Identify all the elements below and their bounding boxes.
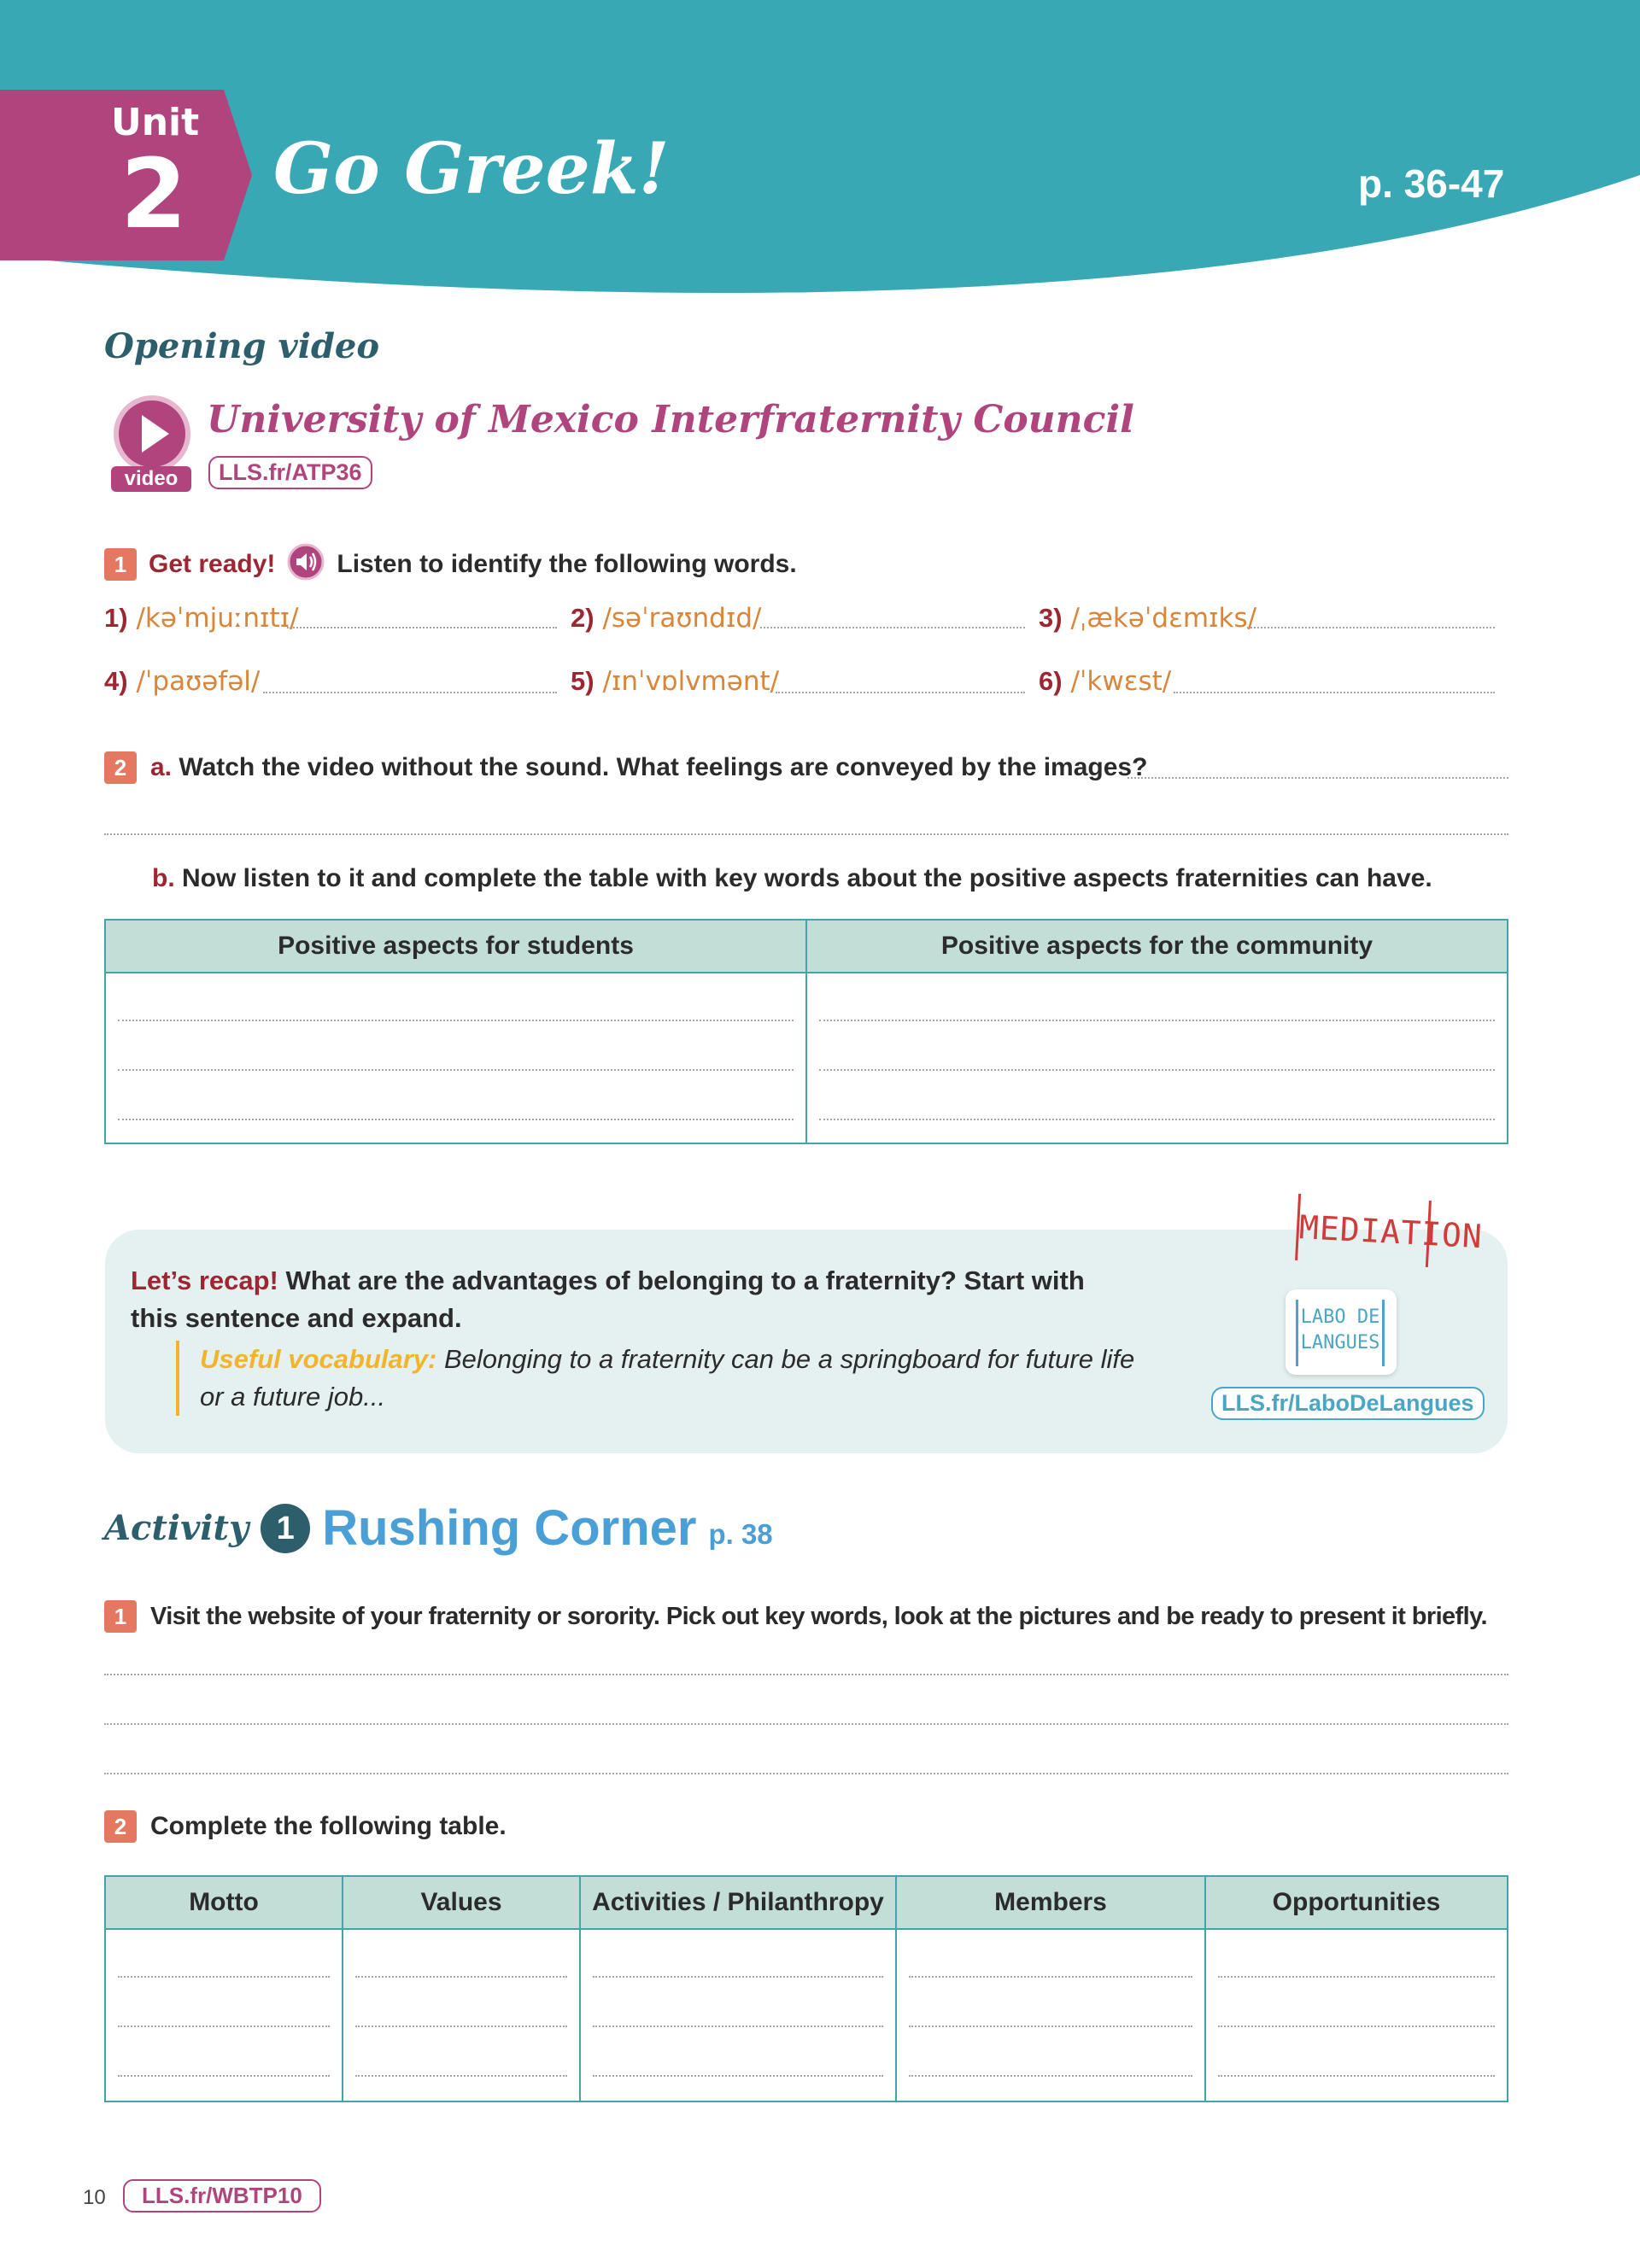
table-cell[interactable] (105, 973, 806, 1143)
word-item: 3) /ˌækəˈdɛmɪks/ (1039, 603, 1257, 634)
audio-icon[interactable] (287, 543, 325, 585)
answer-line[interactable] (760, 627, 1025, 628)
part-b-label: b. (152, 864, 175, 892)
answer-line[interactable] (104, 1674, 1508, 1675)
video-badge: video (111, 466, 191, 492)
labo-link[interactable]: LLS.fr/LaboDeLangues (1211, 1387, 1485, 1420)
table-cell[interactable] (580, 1929, 896, 2101)
opening-video-heading: Opening video (104, 326, 380, 366)
exercise-lead: Get ready! (149, 549, 276, 578)
table-cell[interactable] (105, 1929, 343, 2101)
answer-line[interactable] (104, 1773, 1508, 1774)
vocab-label: Useful vocabulary: (200, 1344, 437, 1374)
recap-question (131, 1262, 1139, 1337)
answer-line[interactable] (104, 1723, 1508, 1725)
table-cell[interactable] (896, 1929, 1205, 2101)
table-header: Members (896, 1876, 1205, 1929)
labo-de-langues-logo (1286, 1289, 1397, 1375)
part-b-text: Now listen to it and complete the table with key words about the positive aspects fraternities can have. (182, 864, 1432, 892)
word-item: 4) /ˈpaʊəfəl/ (104, 666, 261, 697)
fraternity-table (104, 1875, 1508, 2102)
unit-number: 2 (120, 139, 187, 250)
answer-line[interactable] (1247, 627, 1495, 628)
table-cell[interactable] (806, 973, 1508, 1143)
exercise-2-header (104, 751, 1147, 784)
table-header: Positive aspects for the community (806, 920, 1508, 973)
word-item: 1) /kəˈmjuːnɪtɪ/ (104, 603, 299, 634)
answer-line[interactable] (263, 692, 557, 693)
unit-label: Unit (111, 101, 200, 144)
answer-line[interactable] (776, 692, 1025, 693)
activity-question-2 (104, 1810, 507, 1843)
table-header: Activities / Philanthropy (580, 1876, 896, 1929)
page-title: Go Greek! (273, 128, 670, 210)
word-item: 2) /səˈraʊndɪd/ (571, 603, 762, 634)
video-title: University of Mexico Interfraternity Council (207, 398, 1134, 441)
aspects-table (104, 919, 1508, 1144)
part-a-label: a. (150, 753, 173, 781)
question-text: Complete the following table. (150, 1812, 507, 1840)
exercise-1-header (104, 543, 797, 585)
vocab-text: Belonging to a fraternity can be a springboard for future life or a future job... (200, 1344, 1135, 1412)
table-header: Opportunities (1205, 1876, 1508, 1929)
activity-word: Activity (104, 1508, 249, 1548)
activity-heading (104, 1499, 773, 1557)
part-b (152, 864, 1432, 893)
footer-link[interactable]: LLS.fr/WBTP10 (123, 2179, 321, 2212)
word-item: 5) /ɪnˈvɒlvmənt/ (571, 666, 780, 697)
page-range: p. 36-47 (1358, 161, 1505, 206)
answer-line[interactable] (1174, 692, 1495, 693)
table-cell[interactable] (1205, 1929, 1508, 2101)
exercise-instruction: Listen to identify the following words. (337, 549, 797, 578)
answer-line[interactable] (1128, 777, 1508, 779)
part-a-text: Watch the video without the sound. What feelings are conveyed by the images? (179, 753, 1148, 781)
video-play-button[interactable] (109, 395, 195, 497)
question-number: 2 (104, 1810, 137, 1843)
recap-text: What are the advantages of belonging to a fraternity? Start with this sentence and expand. (131, 1266, 1085, 1333)
mediation-stamp: MEDIATION (1295, 1194, 1432, 1267)
labo-line-2: LANGUES (1300, 1332, 1380, 1353)
labo-line-1: LABO DE (1300, 1306, 1380, 1328)
banner-wave (0, 0, 1640, 293)
question-text: Visit the website of your fraternity or sorority. Pick out key words, look at the pictures and be ready to present it briefly. (150, 1602, 1487, 1630)
recap-lead: Let’s recap! (131, 1266, 278, 1295)
table-header: Positive aspects for students (105, 920, 806, 973)
activity-question-1 (104, 1600, 1522, 1633)
exercise-number: 1 (104, 548, 137, 581)
table-cell[interactable] (343, 1929, 580, 2101)
answer-line[interactable] (104, 833, 1508, 835)
useful-vocabulary (176, 1341, 1139, 1416)
table-header: Motto (105, 1876, 343, 1929)
page-number: 10 (83, 2186, 106, 2209)
activity-number: 1 (261, 1504, 310, 1553)
answer-line[interactable] (287, 627, 557, 628)
word-item: 6) /ˈkwɛst/ (1039, 666, 1172, 697)
activity-page: p. 38 (708, 1517, 773, 1550)
activity-title: Rushing Corner (322, 1500, 697, 1556)
table-header: Values (343, 1876, 580, 1929)
video-link[interactable]: LLS.fr/ATP36 (208, 456, 372, 489)
question-number: 1 (104, 1600, 137, 1633)
exercise-number: 2 (104, 751, 137, 784)
